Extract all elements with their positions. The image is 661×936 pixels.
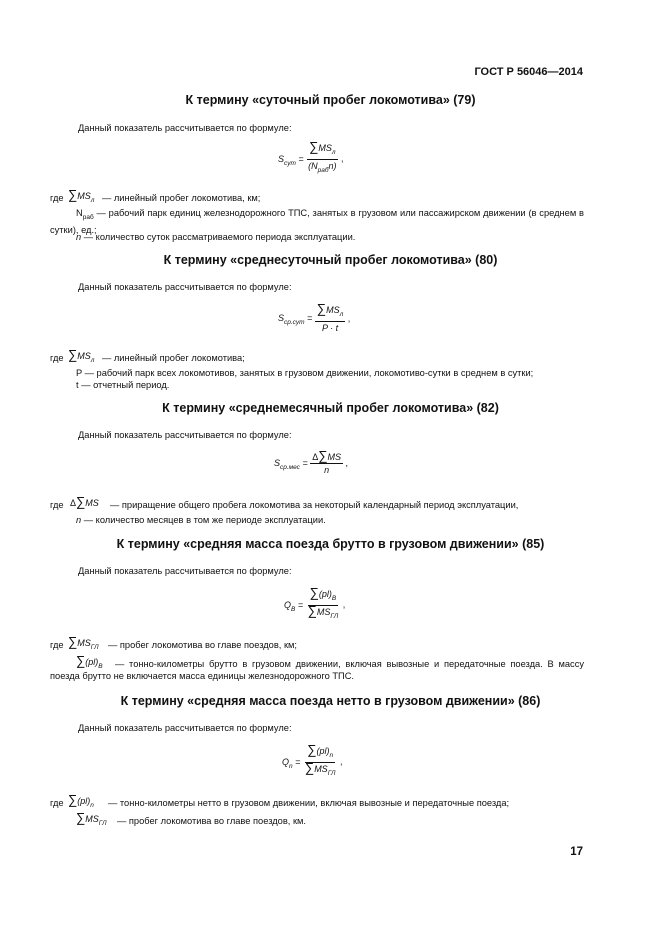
definition: — пробег локомотива во главе поездов, км. bbox=[117, 816, 306, 826]
where-label: где bbox=[50, 798, 64, 808]
definition-n-rab: $N_{раб}$ — рабочий парк единиц железнодорожного ТПС, занятых в грузовом или пассажирском движении (в среднем в сутки), ед.; bbox=[50, 208, 584, 235]
symbol-sum-ms-l: $\sum MS_л$ bbox=[68, 347, 95, 364]
formula-net-train-mass: $Q_n$ = $\frac{\sum(pl)_n}{\sum MS_{ГЛ}}$ , bbox=[282, 742, 343, 777]
intro-text: Данный показатель рассчитывается по формуле: bbox=[78, 123, 292, 133]
definition-pl-gross: — тонно-километры брутто в грузовом движении, включая вывозные и передаточные поезда. В массу поезда брутто не включается масса единицы железнодорожного ТПС. bbox=[50, 659, 584, 681]
intro-text: Данный показатель рассчитывается по формуле: bbox=[78, 430, 292, 440]
section-title-80: К термину «среднесуточный пробег локомотива» (80) bbox=[163, 253, 498, 267]
symbol-sum-ms-gl: $\sum MS_{ГЛ}$ bbox=[76, 810, 107, 827]
section-title-86: К термину «средняя масса поезда нетто в грузовом движении» (86) bbox=[120, 694, 541, 708]
symbol-delta-sum-ms: Δ∑MS bbox=[70, 494, 99, 509]
intro-text: Данный показатель рассчитывается по формуле: bbox=[78, 282, 292, 292]
symbol-sum-ms-l: $\sum MS_л$ bbox=[68, 187, 95, 204]
definition: — тонно-километры нетто в грузовом движении, включая вывозные и передаточные поезда; bbox=[108, 798, 510, 808]
formula-gross-train-mass: $Q_В$ = $\frac{\sum(pl)_В}{\sum MS_{ГЛ}}$ , bbox=[284, 585, 346, 620]
definition: — пробег локомотива во главе поездов, км; bbox=[108, 640, 297, 650]
formula-avg-monthly-run: $S_{ср.мес}$ = $\frac{\Delta\sum MS}{n}$ , bbox=[274, 448, 349, 475]
definition: — линейный пробег локомотива, км; bbox=[102, 193, 261, 203]
symbol-n-rab: $N_{раб}$ bbox=[76, 208, 94, 221]
formula-daily-run: $S_{сут}$ = $\frac{\sum MS_л}{(N_{раб}n)}$ , bbox=[278, 139, 344, 174]
section-title-85: К термину «средняя масса поезда брутто в грузовом движении» (85) bbox=[116, 537, 545, 551]
symbol-sum-pl-n: $\sum(pl)_n$ bbox=[68, 792, 94, 809]
definition-t: t — отчетный период. bbox=[76, 380, 170, 390]
symbol-sum-pl-b: $\sum(pl)_В$ bbox=[76, 653, 103, 670]
page-number: 17 bbox=[570, 846, 583, 858]
where-label: где bbox=[50, 640, 64, 650]
where-label: где bbox=[50, 353, 64, 363]
section-title-79: К термину «суточный пробег локомотива» (79) bbox=[185, 93, 476, 107]
definition: — линейный пробег локомотива; bbox=[102, 353, 245, 363]
section-title-82: К термину «среднемесячный пробег локомотива» (82) bbox=[162, 401, 499, 415]
symbol-sum-ms-gl: $\sum MS_{ГЛ}$ bbox=[68, 634, 99, 651]
definition-n: n — количество суток рассматриваемого периода эксплуатации. bbox=[76, 232, 356, 242]
where-label: где bbox=[50, 193, 64, 203]
where-label: где bbox=[50, 500, 64, 510]
intro-text: Данный показатель рассчитывается по формуле: bbox=[78, 723, 292, 733]
definition: — приращение общего пробега локомотива за некоторый календарный период эксплуатации, bbox=[110, 500, 519, 510]
document-standard-number: ГОСТ Р 56046—2014 bbox=[474, 66, 583, 78]
definition-p: P — рабочий парк всех локомотивов, занятых в грузовом движении, локомотиво-сутки в среднем в сутки; bbox=[76, 368, 534, 378]
definition-n: n — количество месяцев в том же периоде эксплуатации. bbox=[76, 515, 326, 525]
intro-text: Данный показатель рассчитывается по формуле: bbox=[78, 566, 292, 576]
formula-avg-daily-run: $S_{ср.сут}$ = $\frac{\sum MS_л}{P \cdot t}$ , bbox=[278, 301, 351, 333]
